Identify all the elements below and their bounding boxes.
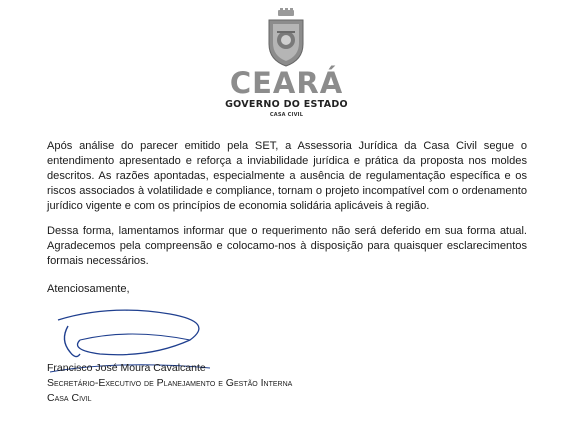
letter-paragraph-1: Após análise do parecer emitido pela SET, a Assessoria Jurídica da Casa Civil segue o entendimento apresentado e reforça a inviabilidade jurídica e prática da proposta nos moldes descritos. As razões apontadas, especialmente a ausência de regulamentação específica e os riscos associados à volatilidade e compliance, tornam o projeto incompatível com o ordenamento jurídico vigente e com os princípios de economia solidária aplicáveis à região. [47, 140, 527, 212]
brand-name: CEARÁ [229, 66, 344, 100]
brand-department: CASA CIVIL [269, 112, 304, 118]
signatory-name: Francisco José Moura Cavalcante [47, 362, 206, 374]
state-coat-of-arms-icon [265, 8, 307, 68]
signatory-title: Secretário-Executivo de Planejamento e Gestão Interna [47, 377, 293, 389]
signatory-organization: Casa Civil [47, 392, 92, 404]
brand-subtitle: GOVERNO DO ESTADO [225, 99, 348, 110]
letter-closing: Atenciosamente, [47, 283, 130, 295]
letter-paragraph-2: Dessa forma, lamentamos informar que o requerimento não será deferido em sua forma atual. Agradecemos pela compreensão e colocamo-nos à disposição para quaisquer esclarecimentos formais necessários. [47, 225, 527, 267]
